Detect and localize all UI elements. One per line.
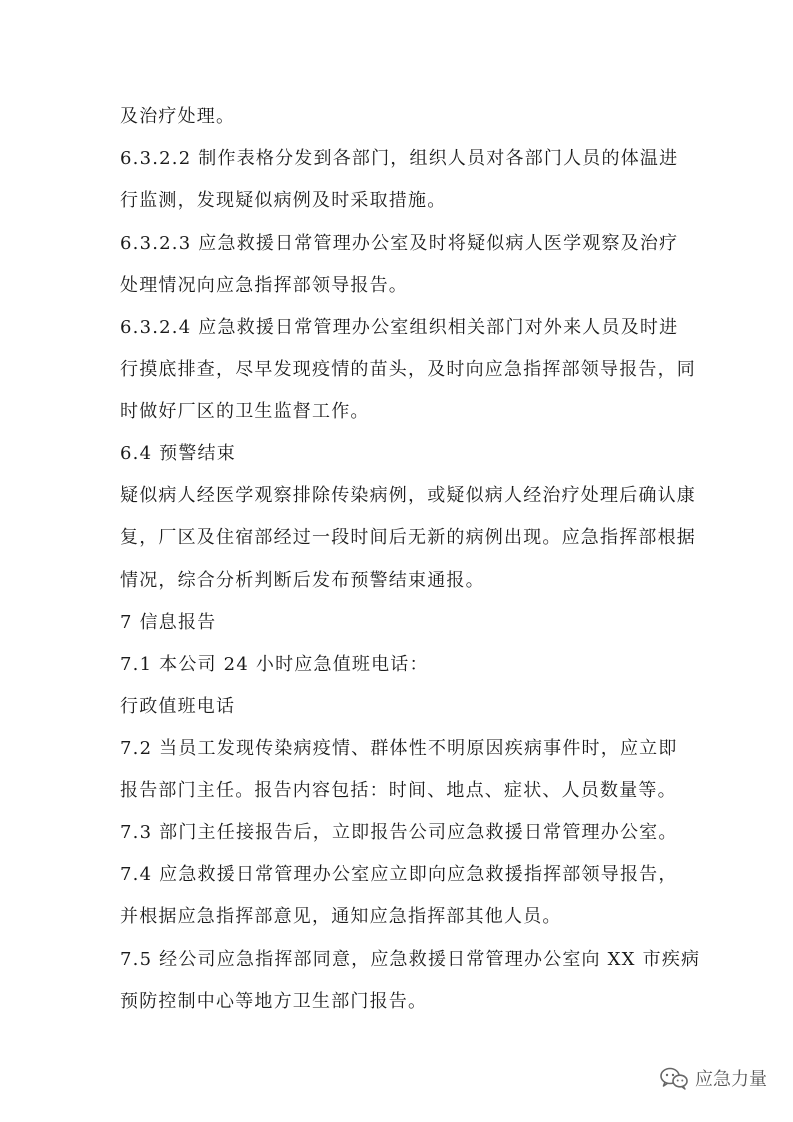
text-line: 6.3.2.2 制作表格分发到各部门，组织人员对各部门人员的体温进 [120, 148, 679, 169]
text-line: 行政值班电话 [120, 696, 236, 717]
text-line: 并根据应急指挥部意见，通知应急指挥部其他人员。 [120, 906, 562, 927]
watermark-text: 应急力量 [695, 1069, 767, 1090]
watermark [659, 1064, 767, 1092]
text-line: 6.3.2.3 应急救援日常管理办公室及时将疑似病人医学观察及治疗 [120, 233, 679, 254]
text-line: 7.3 部门主任接报告后，立即报告公司应急救援日常管理办公室。 [120, 822, 678, 843]
text-line: 时做好厂区的卫生监督工作。 [120, 401, 370, 422]
text-line: 情况，综合分析判断后发布预警结束通报。 [120, 570, 485, 591]
text-line: 报告部门主任。报告内容包括：时间、地点、症状、人员数量等。 [120, 780, 677, 801]
section-heading: 7 信息报告 [120, 612, 217, 633]
text-line: 7.1 本公司 24 小时应急值班电话： [120, 654, 429, 675]
text-line: 处理情况向应急指挥部领导报告。 [120, 275, 408, 296]
text-line: 7.2 当员工发现传染病疫情、群体性不明原因疾病事件时，应立即 [120, 738, 678, 759]
text-line: 疑似病人经医学观察排除传染病例，或疑似病人经治疗处理后确认康 [120, 485, 696, 506]
text-line: 及治疗处理。 [120, 106, 236, 127]
text-line: 行摸底排查，尽早发现疫情的苗头，及时向应急指挥部领导报告，同 [120, 359, 696, 380]
text-line: 7.5 经公司应急指挥部同意，应急救援日常管理办公室向 XX 市疾病 [120, 949, 701, 970]
text-line: 预防控制中心等地方卫生部门报告。 [120, 991, 428, 1012]
text-line: 6.3.2.4 应急救援日常管理办公室组织相关部门对外来人员及时进 [120, 317, 679, 338]
text-line: 7.4 应急救援日常管理办公室应立即向应急救援指挥部领导报告， [120, 864, 678, 885]
text-line: 复，厂区及住宿部经过一段时间后无新的病例出现。应急指挥部根据 [120, 527, 696, 548]
text-line: 行监测，发现疑似病例及时采取措施。 [120, 190, 447, 211]
wechat-icon [659, 1066, 689, 1090]
section-heading: 6.4 预警结束 [120, 443, 236, 464]
